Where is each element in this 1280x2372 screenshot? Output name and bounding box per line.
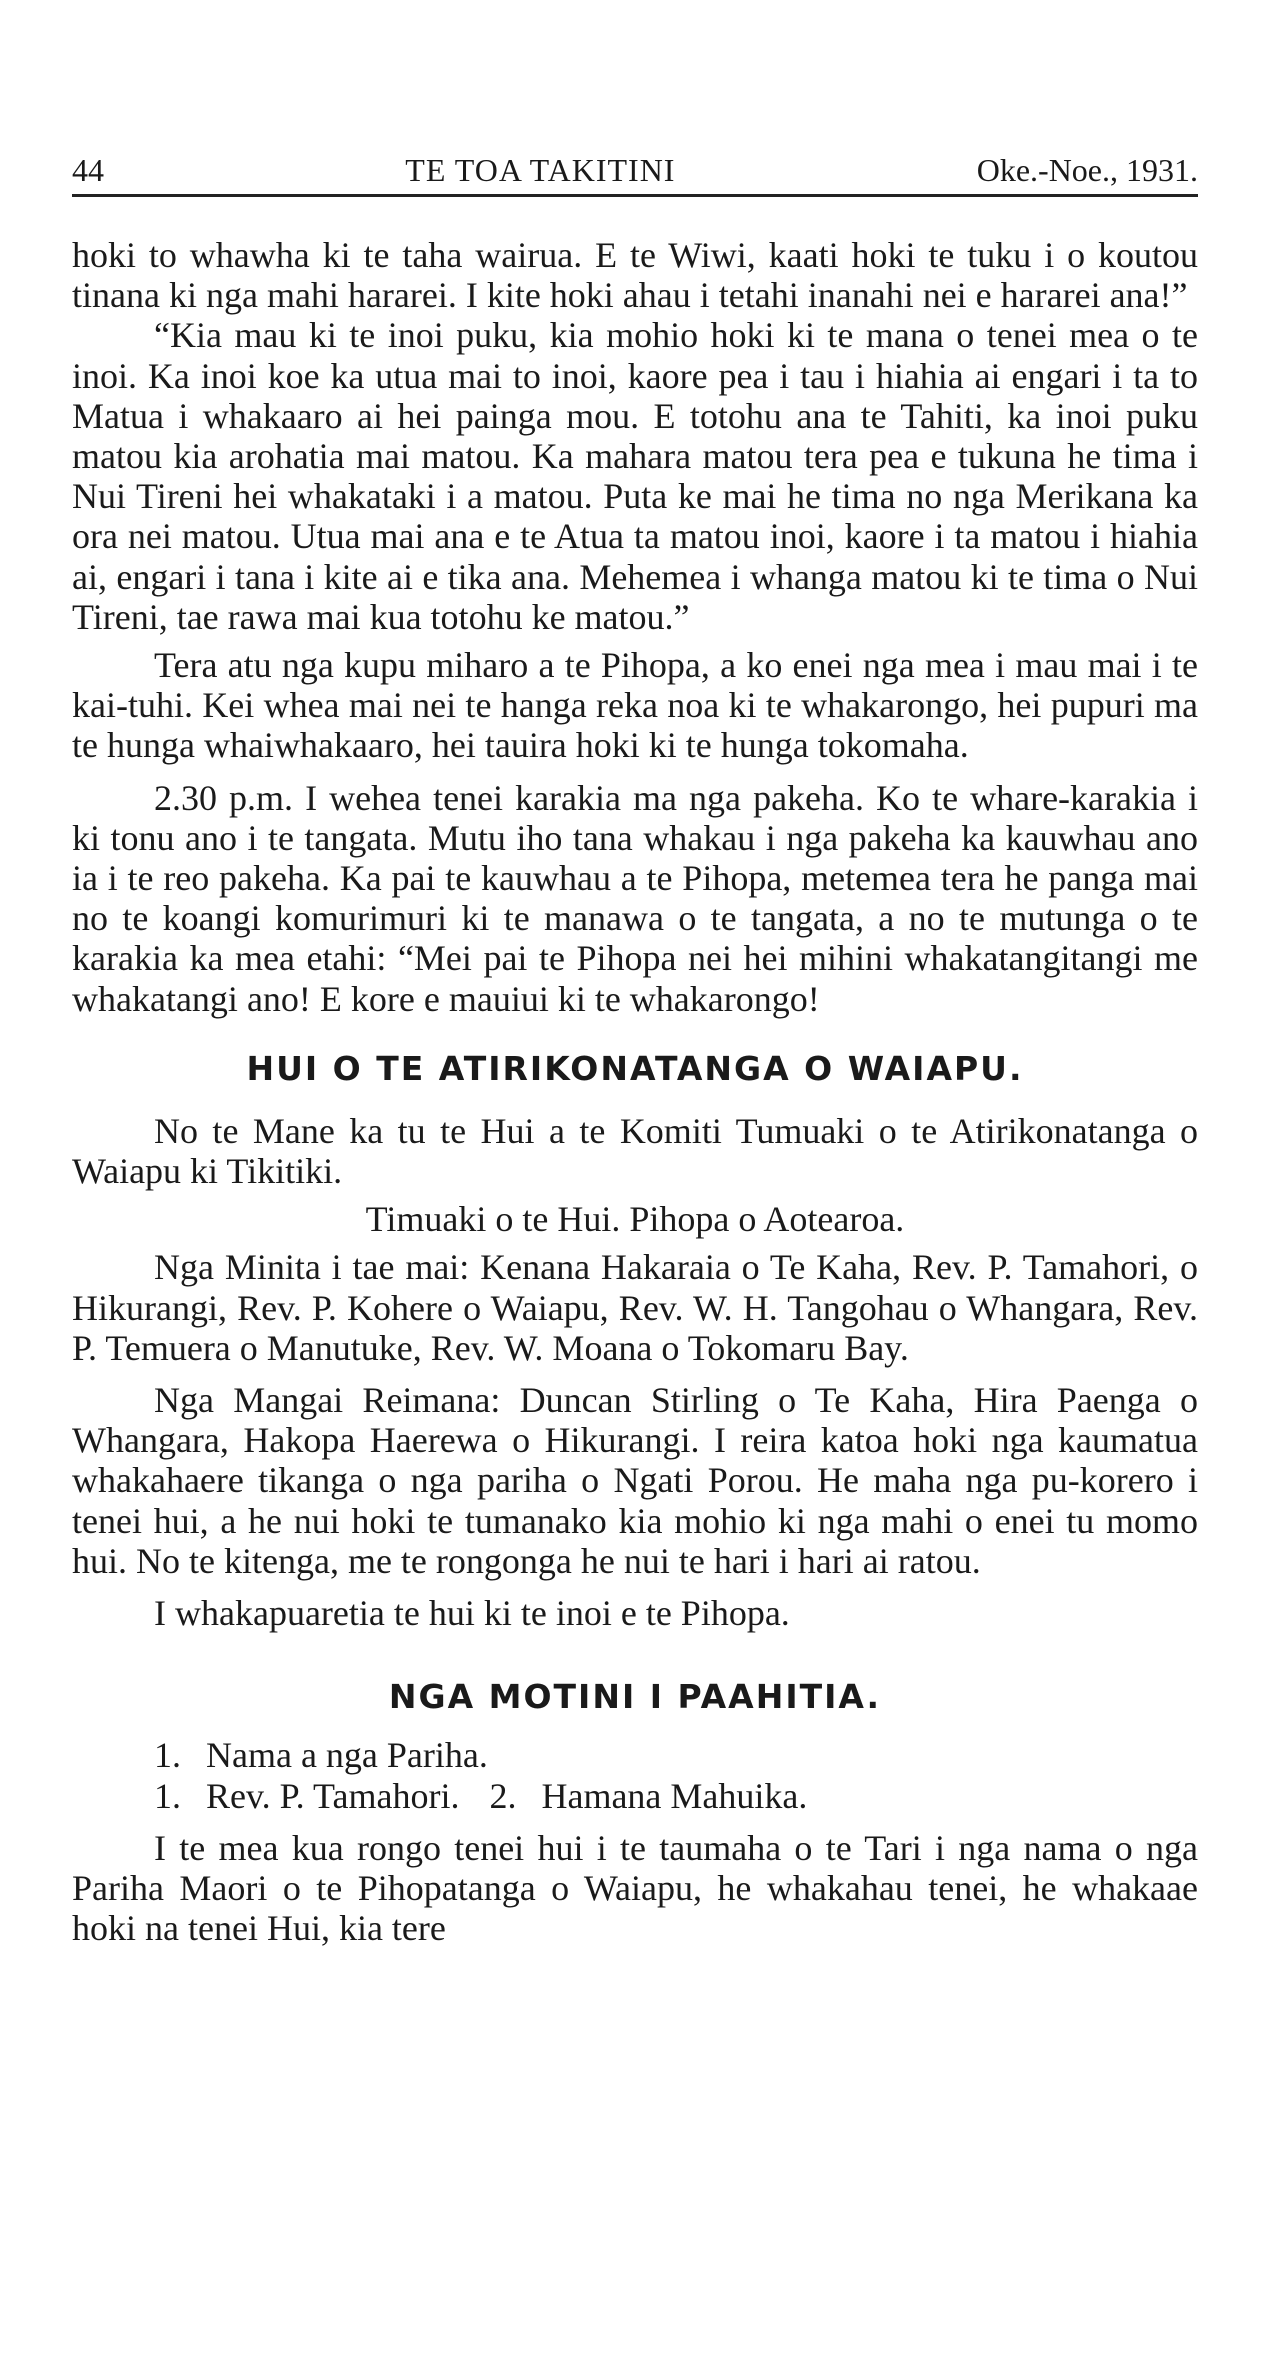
list-item-number-2: 2. (489, 1775, 517, 1816)
paragraph-3: Tera atu nga kupu miharo a te Pihopa, a ko enei nga mea i mau mai i te kai-tuhi. Kei whea mai nei te hanga reka noa ki te whakarongo, hei pupuri ma te hunga whaiwhakaaro, hei tauira hoki ki te hunga tokomaha. (72, 645, 1198, 766)
list-item (72, 1735, 1198, 1775)
hui-paragraph-1: No te Mane ka tu te Hui a te Komiti Tumuaki o te Atirikonatanga o Waiapu ki Tikitiki. (72, 1110, 1198, 1192)
paragraph-4: 2.30 p.m. I wehea tenei karakia ma nga pakeha. Ko te whare-karakia i ki tonu ano i te tangata. Mutu iho tana whakau i nga pakeha ka kauwhau ano ia i te reo pakeha. Ka pai te kauwhau a te Pihopa, metemea tera he panga mai no te koangi komurimuri ki te manawa o te tangata, a no te mutunga o te karakia ka mea etahi: “Mei pai te Pihopa nei hei mihini whakatangitangi me whakatangi ano! E kore e mauiui ki te whakarongo! (72, 777, 1198, 1019)
publication-title: TE TOA TAKITINI (405, 152, 676, 188)
hui-paragraph-ministers: Nga Minita i tae mai: Kenana Hakaraia o Te Kaha, Rev. P. Tamahori, o Hikurangi, Rev. P. Kohere o Waiapu, Rev. W. H. Tangohau o Whangara, Rev. P. Temuera o Manutuke, Rev. W. Moana o Tokomaru Bay. (72, 1247, 1198, 1368)
list-item-number: 1. (154, 1735, 181, 1776)
issue-date: Oke.-Noe., 1931. (976, 152, 1198, 188)
motini-paragraph-1: I te mea kua rongo tenei hui i te taumaha o te Tari i nga nama o nga Pariha Maori o te Pihopatanga o Waiapu, he whakahau tenei, he whakaae hoki na tenei Hui, kia tere (72, 1827, 1198, 1949)
list-item-text: Nama a nga Pariha. (206, 1735, 488, 1776)
section-heading-hui: HUI O TE ATIRIKONATANGA O WAIAPU. (246, 1048, 1024, 1088)
list-item-number: 1. (154, 1775, 181, 1816)
list-item-text: Rev. P. Tamahori. (206, 1775, 460, 1816)
page-number: 44 (72, 152, 104, 188)
hui-paragraph-lay-reps: Nga Mangai Reimana: Duncan Stirling o Te Kaha, Hira Paenga o Whangara, Hakopa Haerewa o Hikurangi. I reira katoa hoki nga kaumatua whakahaere tikanga o nga pariha o Ngati Porou. He maha nga pu-korero i tenei hui, a he nui hoki te tumanako kia mohio ki nga mahi o enei tu momo hui. No te kitenga, me te rongonga he nui te hari i hari ai ratou. (72, 1380, 1198, 1581)
hui-paragraph-opening: I whakapuaretia te hui ki te inoi e te Pihopa. (154, 1593, 790, 1634)
list-item (72, 1776, 1198, 1816)
paragraph-1: hoki to whawha ki te taha wairua. E te Wiwi, kaati hoki te tuku i o koutou tinana ki nga mahi hararei. I kite hoki ahau i tetahi inanahi nei e hararei ana!” (72, 235, 1198, 316)
paragraph-2: “Kia mau ki te inoi puku, kia mohio hoki ki te mana o tenei mea o te inoi. Ka inoi koe ka utua mai to inoi, kaore pea i tau i hiahia ai engari i ta to Matua i whakaaro ai hei painga mou. E totohu ana te Tahiti, ka inoi puku matou kia arohatia mai matou. Ka mahara matou tera pea e tukuna he tima i Nui Tireni hei whakataki i a matou. Puta ke mai he tima no nga Merikana ka ora nei matou. Utua mai ana e te Atua ta matou inoi, kaore i ta matou i hiahia ai, engari i tana i kite ai e tika ana. Mehemea i whanga matou ki te tima o Nui Tireni, tae rawa mai kua totohu ke matou.” (72, 315, 1198, 637)
hui-chair-line: Timuaki o te Hui. Pihopa o Aotearoa. (365, 1199, 905, 1240)
list-item-text-2: Hamana Mahuika. (541, 1775, 808, 1816)
section-heading-motini: NGA MOTINI I PAAHITIA. (388, 1677, 882, 1717)
document-page (72, 150, 1198, 1948)
page-header (72, 150, 1198, 197)
